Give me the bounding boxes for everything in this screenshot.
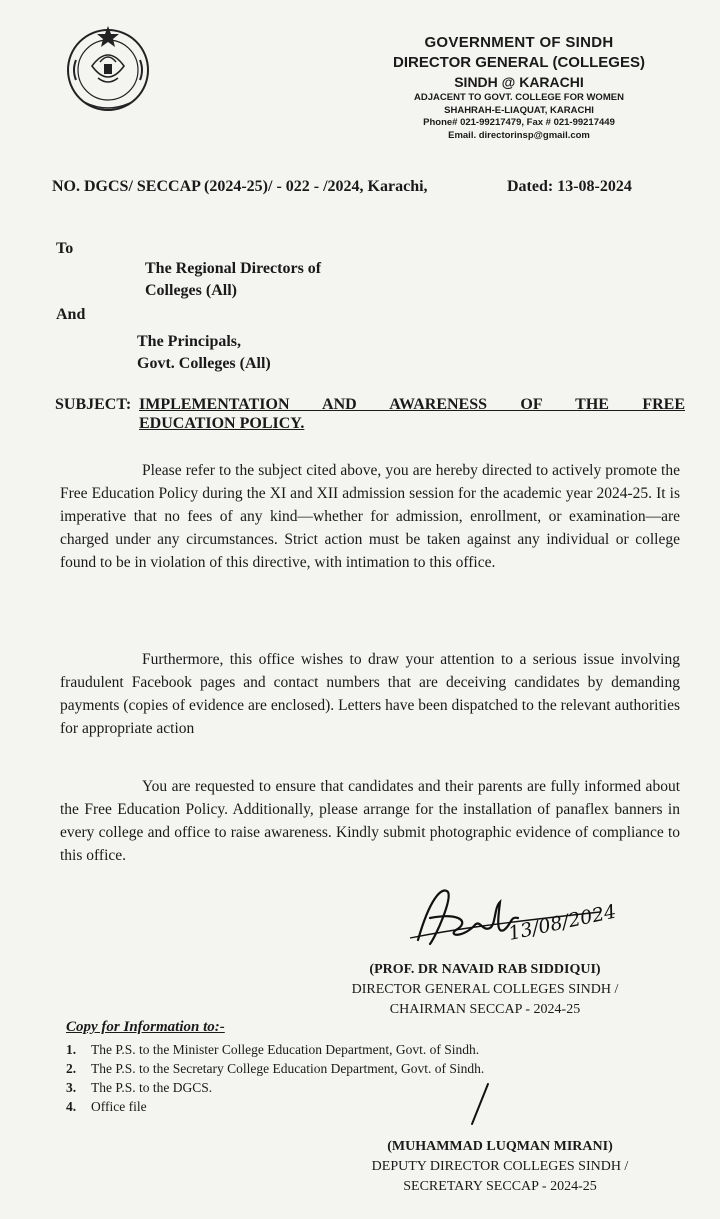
and-label: And xyxy=(56,306,86,323)
copy-heading: Copy for Information to:- xyxy=(66,1019,225,1035)
signatory-2-block xyxy=(320,1137,680,1197)
body-paragraph-1 xyxy=(60,459,680,574)
recipient-line: The Principals, xyxy=(137,333,242,350)
header-city: SINDH @ KARACHI xyxy=(454,74,584,90)
initial-mark-icon xyxy=(464,1080,494,1130)
letter-date: Dated: 13-08-2024 xyxy=(507,178,632,195)
subject-line-2: EDUCATION POLICY. xyxy=(139,415,305,432)
recipient-line: The Regional Directors of xyxy=(145,260,322,277)
body-paragraph-2 xyxy=(60,648,680,740)
sindh-seal-icon xyxy=(62,16,154,116)
subject-line-1: IMPLEMENTATION AND AWARENESS OF THE FREE xyxy=(139,396,685,413)
header-department: DIRECTOR GENERAL (COLLEGES) xyxy=(393,54,645,71)
header-email: Email. directorinsp@gmail.com xyxy=(448,129,590,141)
letterhead xyxy=(354,33,684,142)
handwritten-signature-icon xyxy=(400,878,620,958)
signatory-2-name: (MUHAMMAD LUQMAN MIRANI) xyxy=(387,1139,613,1154)
list-item-number: 2. xyxy=(66,1061,77,1076)
signatory-1-title: DIRECTOR GENERAL COLLEGES SINDH / xyxy=(351,982,619,997)
list-item-text: Office file xyxy=(91,1099,147,1114)
signatory-1-title-2: CHAIRMAN SECCAP - 2024-25 xyxy=(389,1002,581,1017)
list-item-text: The P.S. to the DGCS. xyxy=(91,1080,213,1095)
subject-label: SUBJECT: xyxy=(55,396,132,413)
list-item-text: The P.S. to the Secretary College Education Department, Govt. of Sindh. xyxy=(91,1061,485,1076)
signatory-2-title-2: SECRETARY SECCAP - 2024-25 xyxy=(403,1179,597,1194)
signature-date: 13/08/2024 xyxy=(506,900,619,945)
copy-list xyxy=(66,1040,484,1116)
recipient-line: Govt. Colleges (All) xyxy=(137,355,271,372)
signatory-2-title: DEPUTY DIRECTOR COLLEGES SINDH / xyxy=(371,1159,629,1174)
reference-number: NO. DGCS/ SECCAP (2024-25)/ - 022 - /2024, Karachi, xyxy=(52,178,428,195)
header-government: GOVERNMENT OF SINDH xyxy=(424,34,614,51)
list-item xyxy=(66,1040,484,1059)
list-item-text: The P.S. to the Minister College Education Department, Govt. of Sindh. xyxy=(91,1042,480,1057)
recipient-regional-directors xyxy=(145,258,321,302)
to-label: To xyxy=(56,240,74,257)
header-address-1: ADJACENT TO GOVT. COLLEGE FOR WOMEN xyxy=(414,92,624,103)
paragraph-text: You are requested to ensure that candidates and their parents are fully informed about the Free Education Policy. Additionally, please arrange for the installation of panaflex banners in every college and office to raise awareness. Kindly submit photographic evidence of compliance to this office. xyxy=(60,778,680,864)
list-item-number: 4. xyxy=(66,1099,77,1114)
list-item xyxy=(66,1097,484,1116)
recipient-line: Colleges (All) xyxy=(145,282,237,299)
reference-line xyxy=(52,178,692,196)
body-paragraph-3 xyxy=(60,775,680,867)
list-item xyxy=(66,1078,484,1097)
header-address-2: SHAHRAH-E-LIAQUAT, KARACHI xyxy=(444,104,594,116)
recipient-principals xyxy=(137,331,271,375)
signatory-1-name: (PROF. DR NAVAID RAB SIDDIQUI) xyxy=(369,962,601,977)
header-phone: Phone# 021-99217479, Fax # 021-99217449 xyxy=(423,117,615,128)
signatory-1-block xyxy=(300,960,670,1020)
paragraph-text: Furthermore, this office wishes to draw your attention to a serious issue involving fraudulent Facebook pages and contact numbers that are deceiving candidates by demanding payments (copies of evidence are enclosed). Letters have been dispatched to the relevant authorities for appropriate action xyxy=(60,651,680,737)
paragraph-text: Please refer to the subject cited above, you are hereby directed to actively promote the Free Education Policy during the XI and XII admission session for the academic year 2024-25. It is imperative that no fees of any kind—whether for admission, enrollment, or examination—are charged under any circumstances. Strict action must be taken against any individual or college found to be in violation of this directive, with intimation to this office. xyxy=(60,462,680,571)
list-item xyxy=(66,1059,484,1078)
list-item-number: 1. xyxy=(66,1042,77,1057)
list-item-number: 3. xyxy=(66,1080,77,1095)
